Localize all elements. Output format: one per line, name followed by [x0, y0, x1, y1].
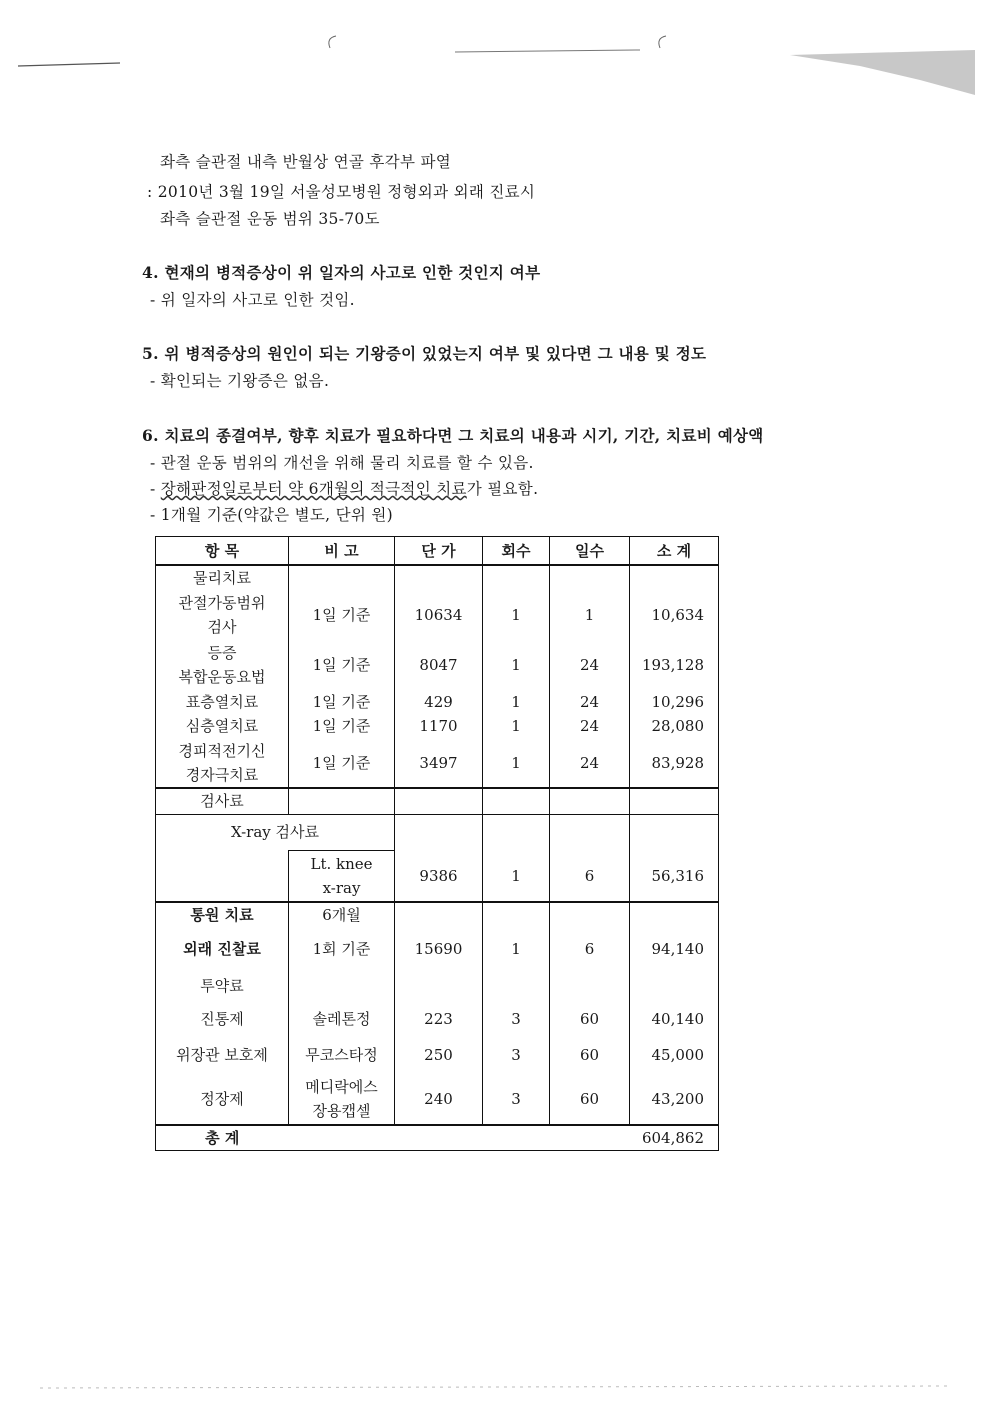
note-cell: 1일 기준	[289, 690, 395, 714]
subtotal-cell: 94,140	[630, 927, 719, 971]
price-cell: 1170	[395, 714, 483, 738]
subtotal-cell: 193,128	[630, 640, 719, 690]
outpatient-note: 6개월	[289, 902, 395, 927]
item-cell: 등증 복합운동요법	[156, 640, 289, 690]
diagnosis-line-1: 좌측 슬관절 내측 반월상 연골 후각부 파열	[160, 153, 452, 171]
empty-cell	[483, 902, 550, 927]
table-row	[156, 902, 719, 927]
question-4-title: 4. 현재의 병적증상이 위 일자의 사고로 인한 것인지 여부	[142, 263, 541, 282]
table-row	[156, 714, 719, 738]
note-cell: Lt. knee x-ray	[289, 850, 395, 902]
subtotal-cell: 83,928	[630, 738, 719, 788]
empty-cell	[630, 788, 719, 814]
section-physio: 물리치료	[156, 565, 289, 590]
table-row	[156, 850, 719, 902]
item-cell: 관절가동범위 검사	[156, 590, 289, 640]
days-cell: 60	[550, 1073, 630, 1125]
header-item: 항 목	[156, 537, 289, 566]
empty-cell	[395, 788, 483, 814]
empty-cell	[483, 788, 550, 814]
item-cell: 표층열치료	[156, 690, 289, 714]
days-cell: 24	[550, 690, 630, 714]
table-row	[156, 738, 719, 788]
count-cell: 1	[483, 640, 550, 690]
item-cell: 심층열치료	[156, 714, 289, 738]
table-row	[156, 814, 719, 850]
note-cell: 무코스타정	[289, 1037, 395, 1073]
header-subtotal: 소 계	[630, 537, 719, 566]
empty-cell	[550, 814, 630, 850]
empty-cell	[630, 971, 719, 1001]
empty-cell	[395, 902, 483, 927]
question-6-answer-2	[150, 477, 538, 499]
table-row	[156, 1037, 719, 1073]
price-cell: 429	[395, 690, 483, 714]
question-6-answer-1: - 관절 운동 범위의 개선을 위해 물리 치료를 할 수 있음.	[150, 454, 534, 472]
empty-cell	[483, 814, 550, 850]
question-5-title: 5. 위 병적증상의 원인이 되는 기왕증이 있었는지 여부 및 있다면 그 내용 및 정도	[142, 344, 707, 363]
header-price: 단 가	[395, 537, 483, 566]
empty-cell	[630, 565, 719, 590]
section-exam: 검사료	[156, 788, 289, 814]
price-cell: 9386	[395, 850, 483, 902]
subtotal-cell: 43,200	[630, 1073, 719, 1125]
price-cell: 223	[395, 1001, 483, 1037]
price-cell: 240	[395, 1073, 483, 1125]
question-6-title: 6. 치료의 종결여부, 향후 치료가 필요하다면 그 치료의 내용과 시기, 기간, 치료비 예상액	[142, 426, 764, 445]
note-cell: 1일 기준	[289, 714, 395, 738]
note-cell: 1일 기준	[289, 640, 395, 690]
item-cell: 진통제	[156, 1001, 289, 1037]
section-outpatient: 통원 치료	[156, 902, 289, 927]
empty-cell	[289, 788, 395, 814]
table-row	[156, 690, 719, 714]
table-row	[156, 1001, 719, 1037]
section-medication: 투약료	[156, 971, 289, 1001]
count-cell: 1	[483, 738, 550, 788]
table-row	[156, 971, 719, 1001]
count-cell: 1	[483, 714, 550, 738]
item-cell: 위장관 보호제	[156, 1037, 289, 1073]
price-cell: 15690	[395, 927, 483, 971]
answer-2-underlined: 장해판정일로부터 약 6개월의 적극적인 치료	[160, 480, 467, 498]
empty-cell	[395, 565, 483, 590]
count-cell: 3	[483, 1001, 550, 1037]
table-total-row	[156, 1125, 719, 1151]
total-label: 총 계	[156, 1125, 289, 1151]
empty-cell	[483, 565, 550, 590]
cost-table	[155, 536, 719, 1151]
note-cell: 1일 기준	[289, 590, 395, 640]
subtotal-cell: 28,080	[630, 714, 719, 738]
header-days: 일수	[550, 537, 630, 566]
days-cell: 1	[550, 590, 630, 640]
note-cell: 솔레톤정	[289, 1001, 395, 1037]
empty-cell	[289, 565, 395, 590]
header-note: 비 고	[289, 537, 395, 566]
subtotal-cell: 56,316	[630, 850, 719, 902]
price-cell: 10634	[395, 590, 483, 640]
question-6-answer-3: - 1개월 기준(약값은 별도, 단위 원)	[150, 506, 394, 524]
answer-2-suffix: 가 필요함.	[466, 480, 539, 498]
count-cell: 1	[483, 927, 550, 971]
empty-cell	[550, 565, 630, 590]
answer-2-prefix: -	[150, 480, 161, 498]
note-cell: 1일 기준	[289, 738, 395, 788]
count-cell: 1	[483, 850, 550, 902]
empty-cell	[156, 850, 289, 902]
table-row	[156, 927, 719, 971]
empty-cell	[289, 1125, 630, 1151]
subtotal-cell: 40,140	[630, 1001, 719, 1037]
item-cell: 정장제	[156, 1073, 289, 1125]
diagnosis-line-2: : 2010년 3월 19일 서울성모병원 정형외과 외래 진료시	[147, 183, 536, 201]
xray-label: X-ray 검사료	[156, 814, 395, 850]
days-cell: 24	[550, 640, 630, 690]
days-cell: 24	[550, 738, 630, 788]
empty-cell	[630, 814, 719, 850]
empty-cell	[550, 971, 630, 1001]
diagnosis-line-3: 좌측 슬관절 운동 범위 35-70도	[160, 210, 380, 228]
days-cell: 60	[550, 1001, 630, 1037]
price-cell: 250	[395, 1037, 483, 1073]
days-cell: 24	[550, 714, 630, 738]
note-cell: 메디락에스 장용캡셀	[289, 1073, 395, 1125]
days-cell: 60	[550, 1037, 630, 1073]
count-cell: 3	[483, 1073, 550, 1125]
empty-cell	[550, 788, 630, 814]
note-cell: 1회 기준	[289, 927, 395, 971]
table-header-row	[156, 537, 719, 566]
count-cell: 1	[483, 590, 550, 640]
count-cell: 1	[483, 690, 550, 714]
item-cell: 외래 진찰료	[156, 927, 289, 971]
empty-cell	[289, 971, 395, 1001]
question-4-answer: - 위 일자의 사고로 인한 것임.	[150, 291, 355, 309]
subtotal-cell: 10,634	[630, 590, 719, 640]
table-row	[156, 590, 719, 640]
table-row	[156, 565, 719, 590]
empty-cell	[550, 902, 630, 927]
question-5-answer: - 확인되는 기왕증은 없음.	[150, 372, 330, 390]
days-cell: 6	[550, 850, 630, 902]
count-cell: 3	[483, 1037, 550, 1073]
subtotal-cell: 45,000	[630, 1037, 719, 1073]
days-cell: 6	[550, 927, 630, 971]
total-value: 604,862	[630, 1125, 719, 1151]
empty-cell	[483, 971, 550, 1001]
table-row	[156, 640, 719, 690]
item-cell: 경피적전기신 경자극치료	[156, 738, 289, 788]
header-count: 회수	[483, 537, 550, 566]
empty-cell	[630, 902, 719, 927]
subtotal-cell: 10,296	[630, 690, 719, 714]
table-row	[156, 788, 719, 814]
table-row	[156, 1073, 719, 1125]
price-cell: 8047	[395, 640, 483, 690]
empty-cell	[395, 814, 483, 850]
empty-cell	[395, 971, 483, 1001]
price-cell: 3497	[395, 738, 483, 788]
